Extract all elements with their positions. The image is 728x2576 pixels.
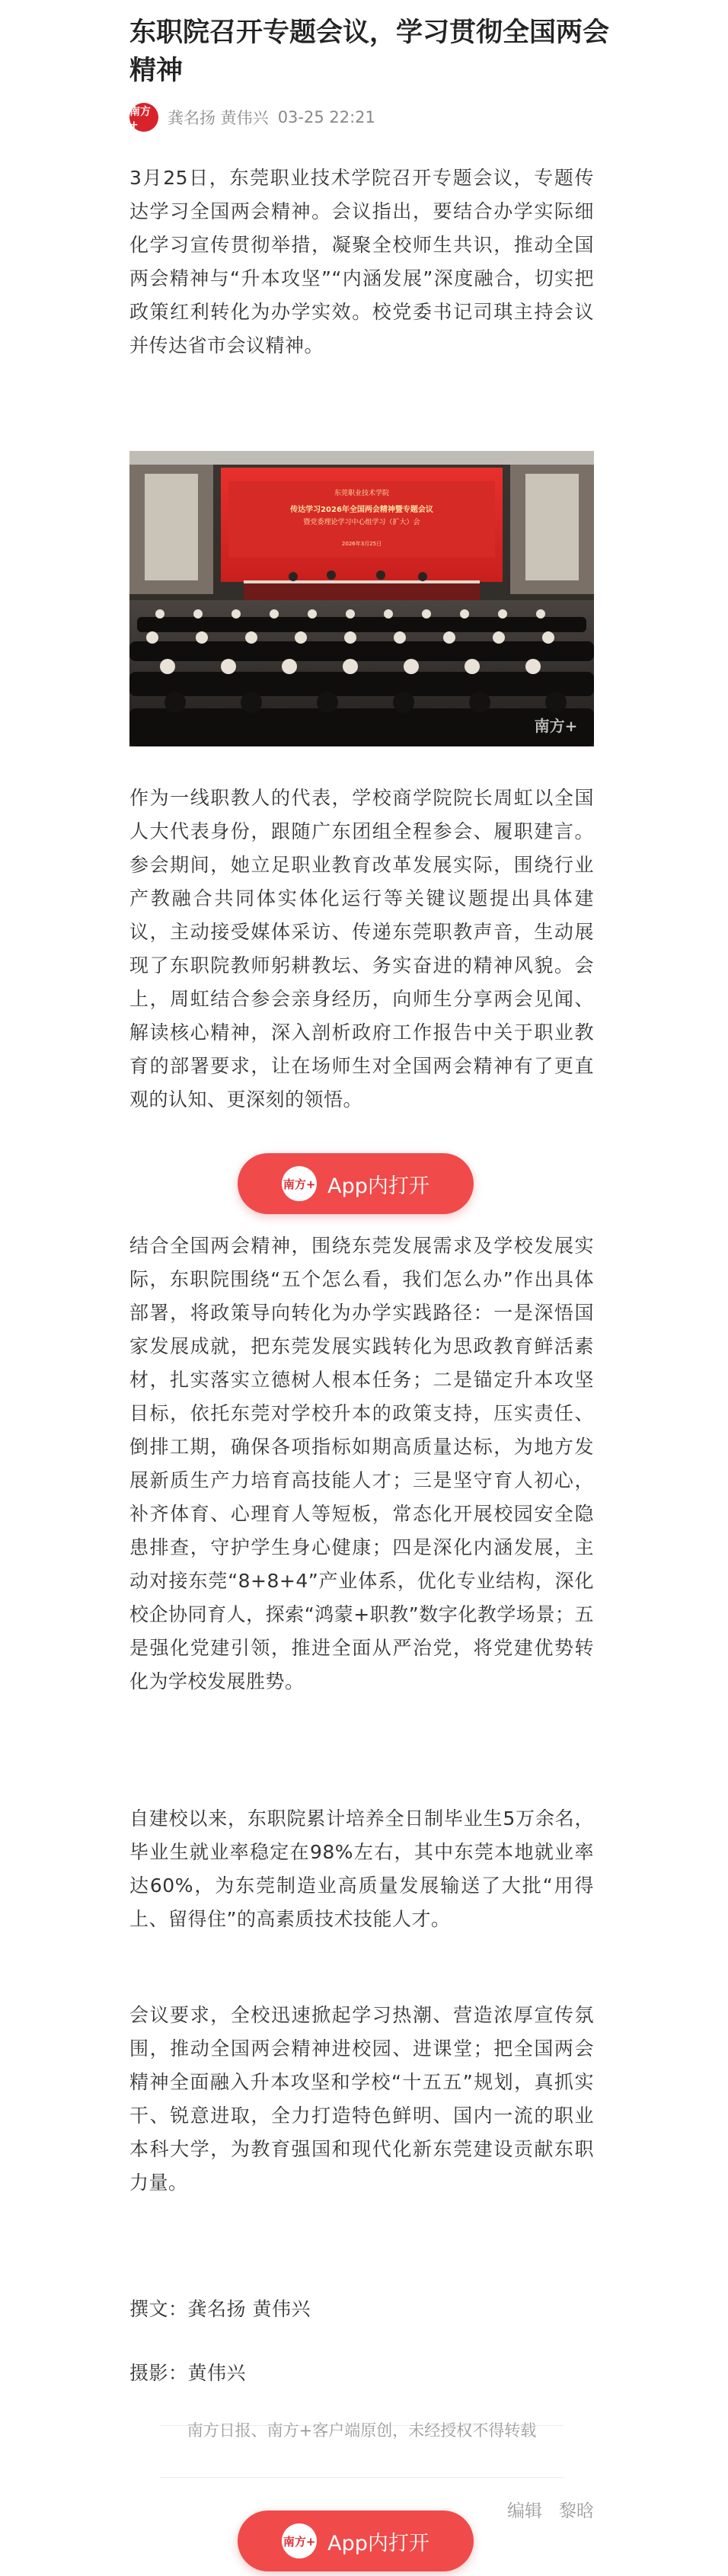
article-meta (129, 102, 375, 133)
paragraph-1: 3月25日，东莞职业技术学院召开专题会议，专题传达学习全国两会精神。会议指出，要结合办学实际细化学习宣传贯彻举措，凝聚全校师生共识，推动全国两会精神与“升本攻坚”“内涵发展”深度融合，切实把政策红利转化为办学实效。校党委书记司琪主持会议并传达省市会议精神。 (129, 167, 594, 356)
source-logo-icon[interactable]: 南方+ (129, 103, 158, 132)
open-in-app-button-bottom[interactable] (238, 2510, 474, 2571)
photo-banner-line2: 传达学习2026年全国两会精神暨专题会议 (290, 506, 433, 514)
app-logo-icon: 南方+ (282, 1166, 317, 1201)
paragraph-2: 作为一线职教人的代表，学校商学院院长周虹以全国人大代表身份，跟随广东团组全程参会、履职建言。参会期间，她立足职业教育改革发展实际，围绕行业产教融合共同体实体化运行等关键议题提出具体建议，主动接受媒体采访、传递东莞职教声音，生动展现了东职院教师躬耕教坛、务实奋进的精神风貌。会上，周虹结合参会亲身经历，向师生分享两会见闻、解读核心精神，深入剖析政府工作报告中关于职业教育的部署要求，让在场师生对全国两会精神有了更直观的认知、更深刻的领悟。 (129, 787, 594, 1111)
credit-writer: 撰文：龚名扬 黄伟兴 (129, 2298, 311, 2320)
app-logo-icon: 南方+ (282, 2523, 317, 2558)
paragraph-5: 会议要求，全校迅速掀起学习热潮、营造浓厚宣传氛围，推动全国两会精神进校园、进课堂；把全国两会精神全面融入升本攻坚和学校“十五五”规划，真抓实干、锐意进取，全力打造特色鲜明、国内一流的职业本科大学，为教育强国和现代化新东莞建设贡献东职力量。 (129, 2004, 594, 2194)
edit-label: 编辑 (507, 2501, 542, 2521)
paragraph-3: 结合全国两会精神，围绕东莞发展需求及学校发展实际，东职院围绕“五个怎么看，我们怎么办”作出具体部署，将政策导向转化为办学实践路径：一是深悟国家发展成就，把东莞发展实践转化为思政教育鲜活素材，扎实落实立德树人根本任务；二是锚定升本攻坚目标，依托东莞对学校升本的政策支持，压实责任、倒排工期，确保各项指标如期高质量达标，为地方发展新质生产力培育高技能人才；三是坚守育人初心，补齐体育、心理育人等短板，常态化开展校园安全隐患排查，守护学生身心健康；四是深化内涵发展，主动对接东莞“8+8+4”产业体系，优化专业结构，深化校企协同育人，探索“鸿蒙+职教”数字化教学场景；五是强化党建引领，推进全面从严治党，将党建优势转化为学校发展胜势。 (129, 1235, 594, 1692)
article-time: 03-25 22:21 (277, 108, 375, 126)
article-title: 东职院召开专题会议，学习贯彻全国两会精神 (129, 18, 610, 86)
copyright-divider-bottom (160, 2477, 564, 2478)
open-in-app-label: App内打开 (327, 1174, 429, 1198)
photo-watermark: 南方+ (534, 717, 578, 735)
editor-name: 黎晗 (559, 2501, 594, 2521)
photo-banner-line1: 东莞职业技术学院 (334, 490, 390, 497)
meeting-photo[interactable] (129, 451, 594, 746)
meeting-photo-graphic (129, 451, 594, 746)
paragraph-4: 自建校以来，东职院累计培养全日制毕业生5万余名，毕业生就业率稳定在98%左右，其中东莞本地就业率达60%，为东莞制造业高质量发展输送了大批“用得上、留得住”的高素质技术技能人才。 (129, 1807, 594, 1930)
credit-photographer: 摄影：黄伟兴 (129, 2362, 247, 2384)
copyright-notice: 南方日报、南方+客户端原创，未经授权不得转载 (187, 2421, 537, 2440)
open-in-app-button[interactable] (238, 1153, 474, 1214)
photo-banner-line3: 暨党委理论学习中心组学习（扩大）会 (303, 519, 420, 526)
photo-banner-date: 2026年3月25日 (341, 541, 382, 547)
editor-row (507, 2497, 594, 2522)
open-in-app-label: App内打开 (327, 2531, 429, 2555)
article-authors: 龚名扬 黄伟兴 (168, 109, 269, 127)
